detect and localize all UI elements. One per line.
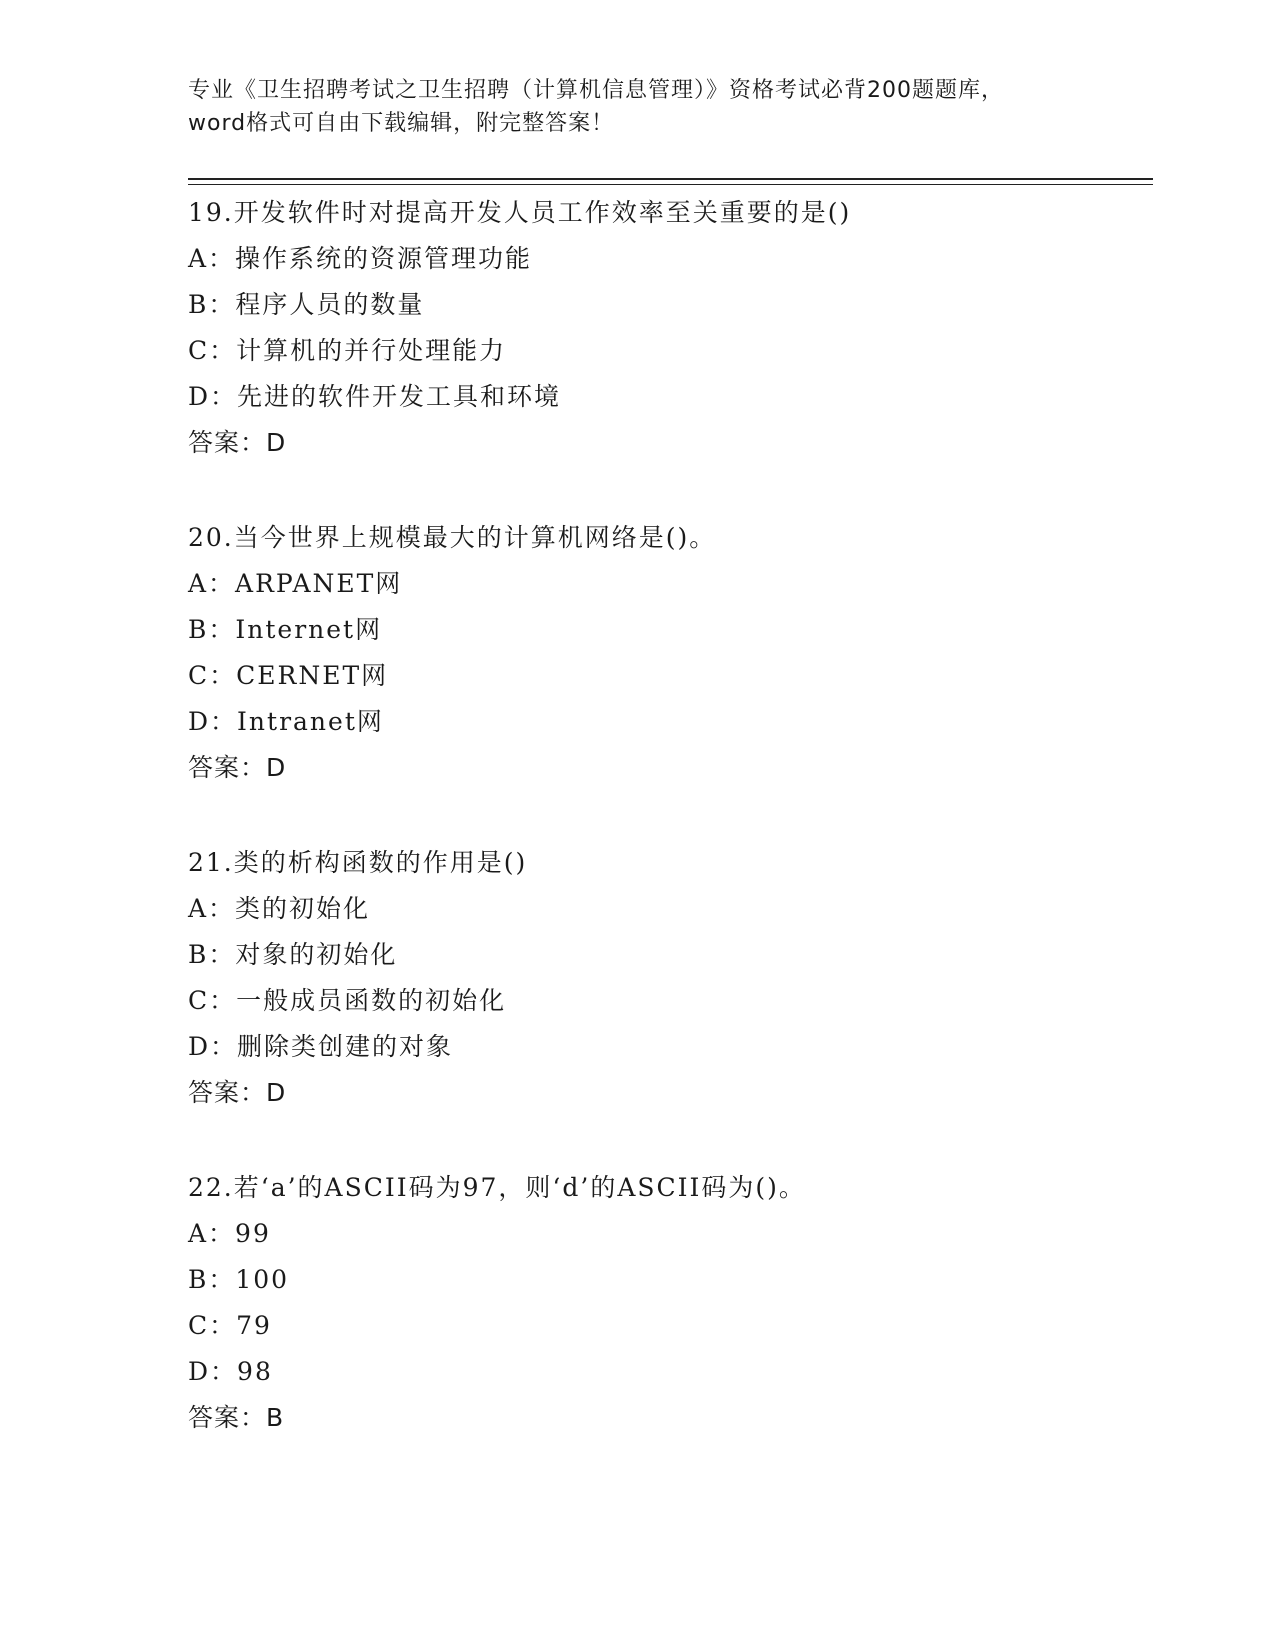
question-22 [188, 1165, 1148, 1441]
option-a: A：操作系统的资源管理功能 [188, 244, 533, 273]
question-list [188, 190, 1148, 1490]
option-d: D：Intranet网 [188, 707, 384, 736]
option-b: B：Internet网 [188, 615, 383, 644]
question-stem: 21.类的析构函数的作用是() [188, 848, 528, 877]
answer-line: 答案：D [188, 428, 287, 457]
answer-line: 答案：D [188, 1078, 287, 1107]
option-b: B：程序人员的数量 [188, 290, 425, 319]
question-stem: 22.若‘a’的ASCII码为97，则‘d’的ASCII码为()。 [188, 1173, 806, 1202]
option-a: A：ARPANET网 [188, 569, 403, 598]
header-divider-thin [188, 184, 1153, 185]
question-21 [188, 840, 1148, 1116]
header-divider-thick [188, 178, 1153, 180]
option-b: B：100 [188, 1265, 290, 1294]
option-d: D：先进的软件开发工具和环境 [188, 382, 562, 411]
option-c: C：一般成员函数的初始化 [188, 986, 507, 1015]
header-line-1: 专业《卫生招聘考试之卫生招聘（计算机信息管理）》资格考试必背200题题库， [188, 78, 1004, 103]
option-d: D：98 [188, 1357, 273, 1386]
answer-line: 答案：B [188, 1403, 285, 1432]
option-c: C：计算机的并行处理能力 [188, 336, 507, 365]
question-stem: 19.开发软件时对提高开发人员工作效率至关重要的是() [188, 198, 852, 227]
option-d: D：删除类创建的对象 [188, 1032, 454, 1061]
option-c: C：79 [188, 1311, 272, 1340]
option-a: A：99 [188, 1219, 271, 1248]
question-19 [188, 190, 1148, 466]
option-c: C：CERNET网 [188, 661, 389, 690]
document-header [188, 74, 1148, 140]
question-stem: 20.当今世界上规模最大的计算机网络是()。 [188, 523, 717, 552]
option-b: B：对象的初始化 [188, 940, 398, 969]
header-line-2: word格式可自由下载编辑，附完整答案！ [188, 111, 615, 136]
question-20 [188, 515, 1148, 791]
option-a: A：类的初始化 [188, 894, 371, 923]
answer-line: 答案：D [188, 753, 287, 782]
